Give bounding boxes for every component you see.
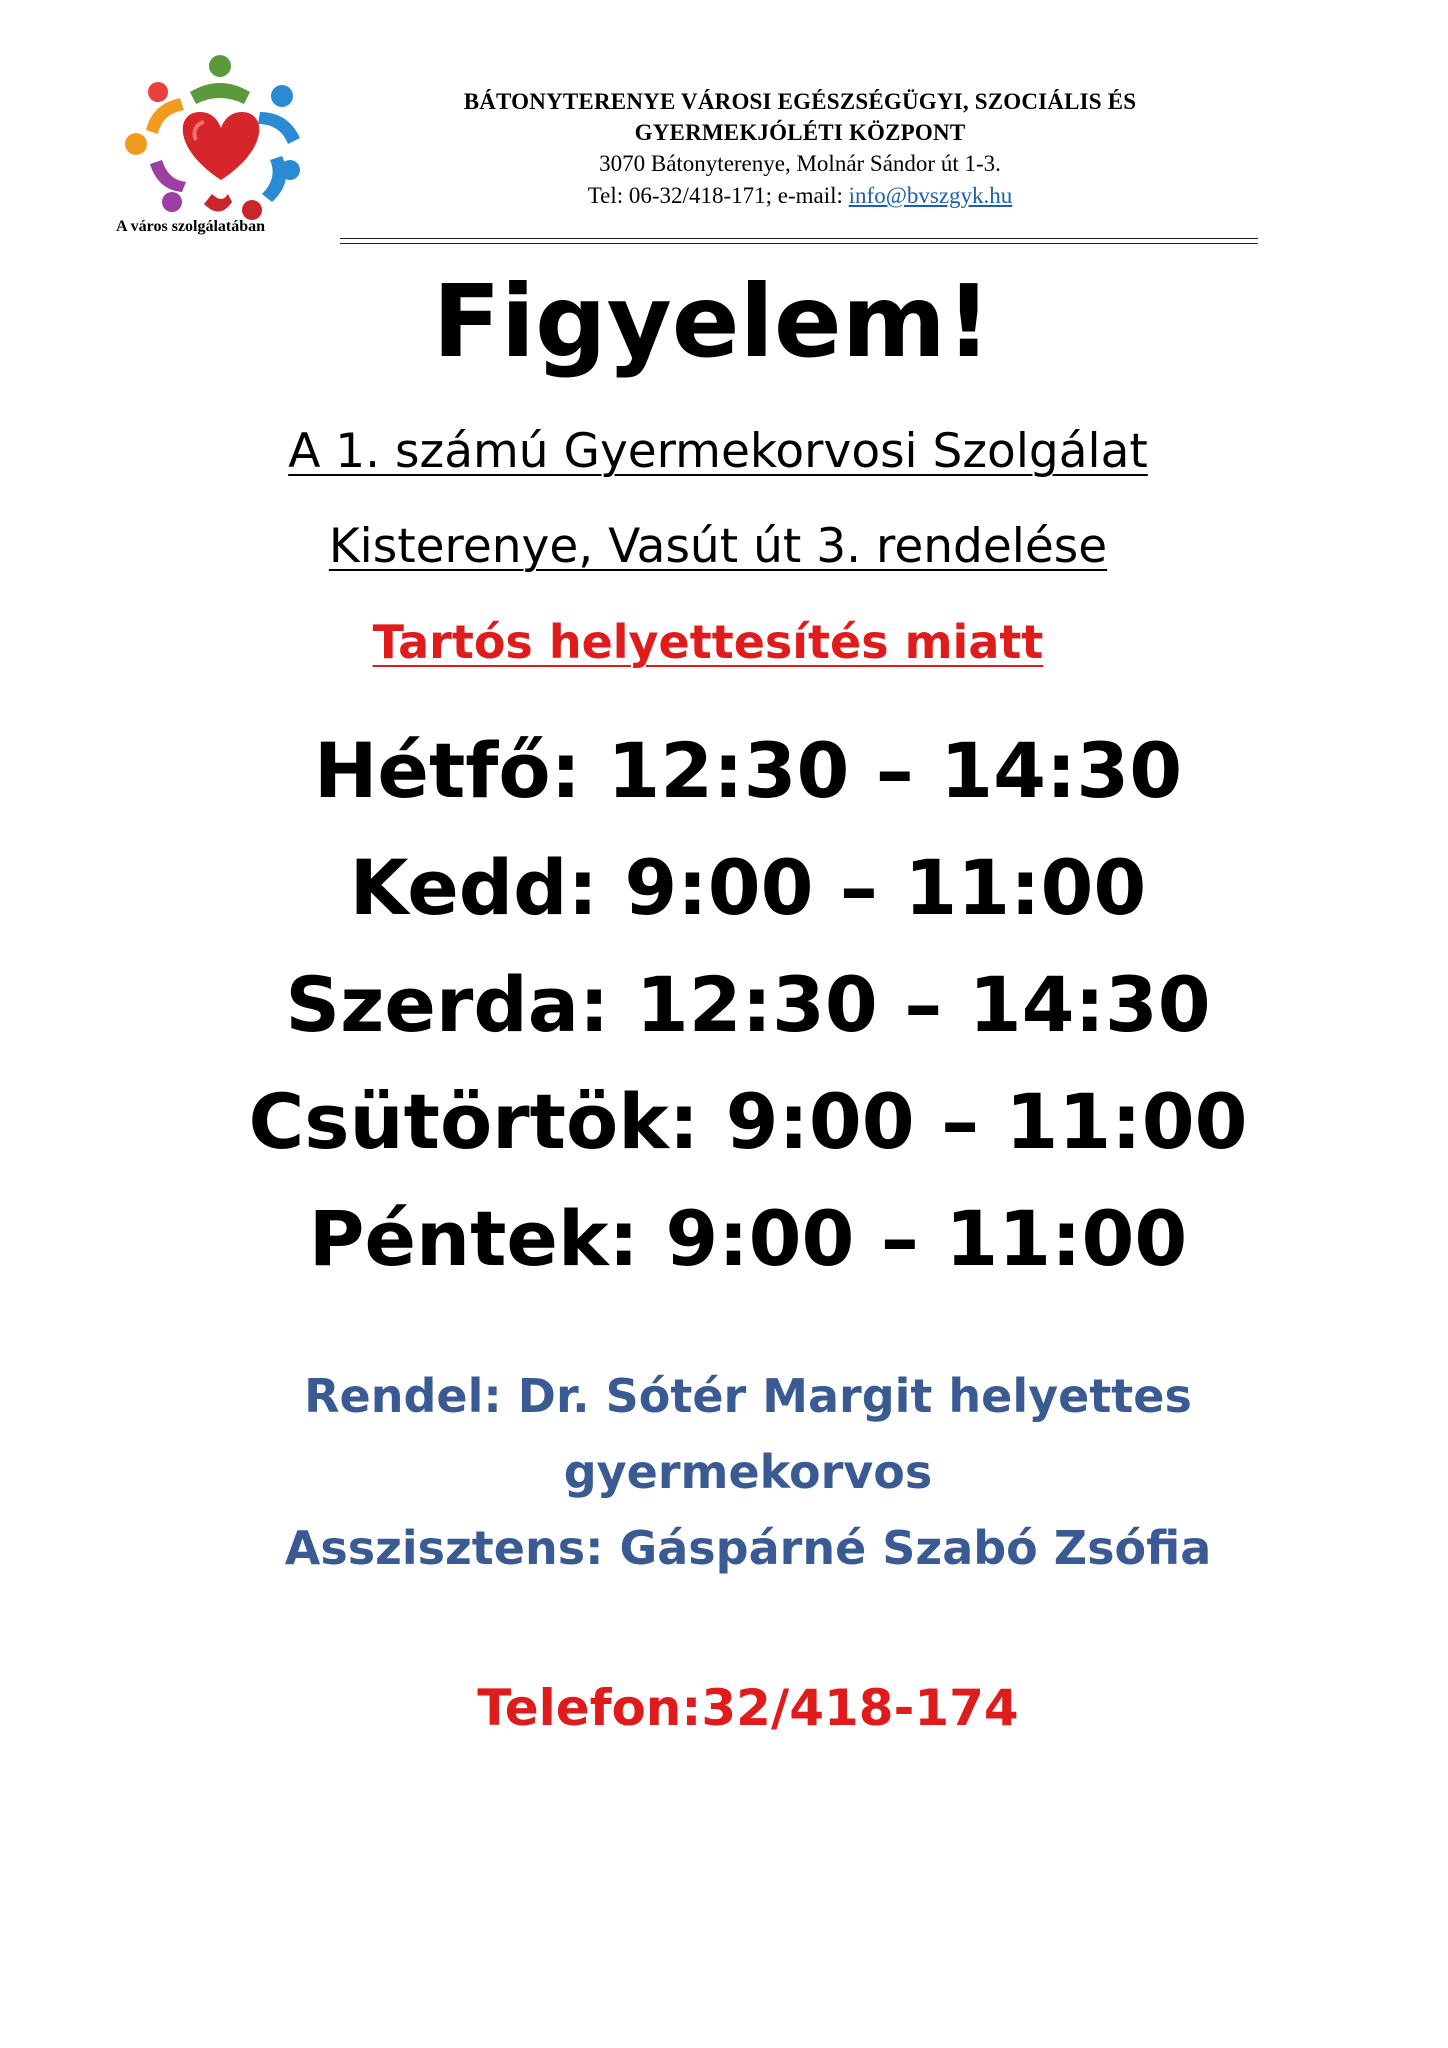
schedule-row-tuesday: Kedd: 9:00 – 11:00 bbox=[349, 843, 1147, 932]
organization-name-line1: BÁTONYTERENYE VÁROSI EGÉSZSÉGÜGYI, SZOCIÁLIS ÉS bbox=[463, 89, 1137, 114]
header-divider bbox=[340, 238, 1258, 239]
doctor-line2: gyermekorvos bbox=[563, 1445, 933, 1499]
page-title: Figyelem! bbox=[432, 263, 992, 380]
phone-number: Telefon:32/418-174 bbox=[477, 1679, 1019, 1737]
service-name: A 1. számú Gyermekorvosi Szolgálat bbox=[288, 424, 1148, 479]
email-link[interactable]: info@bvszgyk.hu bbox=[848, 183, 1013, 208]
schedule-row-thursday: Csütörtök: 9:00 – 11:00 bbox=[248, 1077, 1248, 1166]
schedule-row-monday: Hétfő: 12:30 – 14:30 bbox=[313, 726, 1183, 815]
assistant-line: Asszisztens: Gáspárné Szabó Zsófia bbox=[284, 1521, 1212, 1575]
logo-caption: A város szolgálatában bbox=[116, 218, 266, 235]
letterhead bbox=[340, 86, 1260, 212]
organization-contact bbox=[340, 180, 1260, 212]
header-divider-second bbox=[340, 243, 1258, 244]
opening-hours bbox=[24, 712, 1448, 1297]
schedule-row-wednesday: Szerda: 12:30 – 14:30 bbox=[285, 960, 1211, 1049]
organization-name-line2: GYERMEKJÓLÉTI KÖZPONT bbox=[634, 120, 966, 145]
organization-logo bbox=[112, 52, 330, 242]
staff-info bbox=[24, 1358, 1448, 1586]
contact-prefix: Tel: 06-32/418-171; e-mail: bbox=[587, 183, 849, 208]
service-location: Kisterenye, Vasút út 3. rendelése bbox=[328, 519, 1108, 574]
substitution-notice: Tartós helyettesítés miatt bbox=[372, 615, 1044, 669]
organization-address: 3070 Bátonyterenye, Molnár Sándor út 1-3. bbox=[599, 151, 1001, 176]
doctor-line1: Rendel: Dr. Sótér Margit helyettes bbox=[304, 1369, 1192, 1423]
people-heart-logo-icon bbox=[112, 52, 330, 222]
schedule-row-friday: Péntek: 9:00 – 11:00 bbox=[308, 1194, 1188, 1283]
